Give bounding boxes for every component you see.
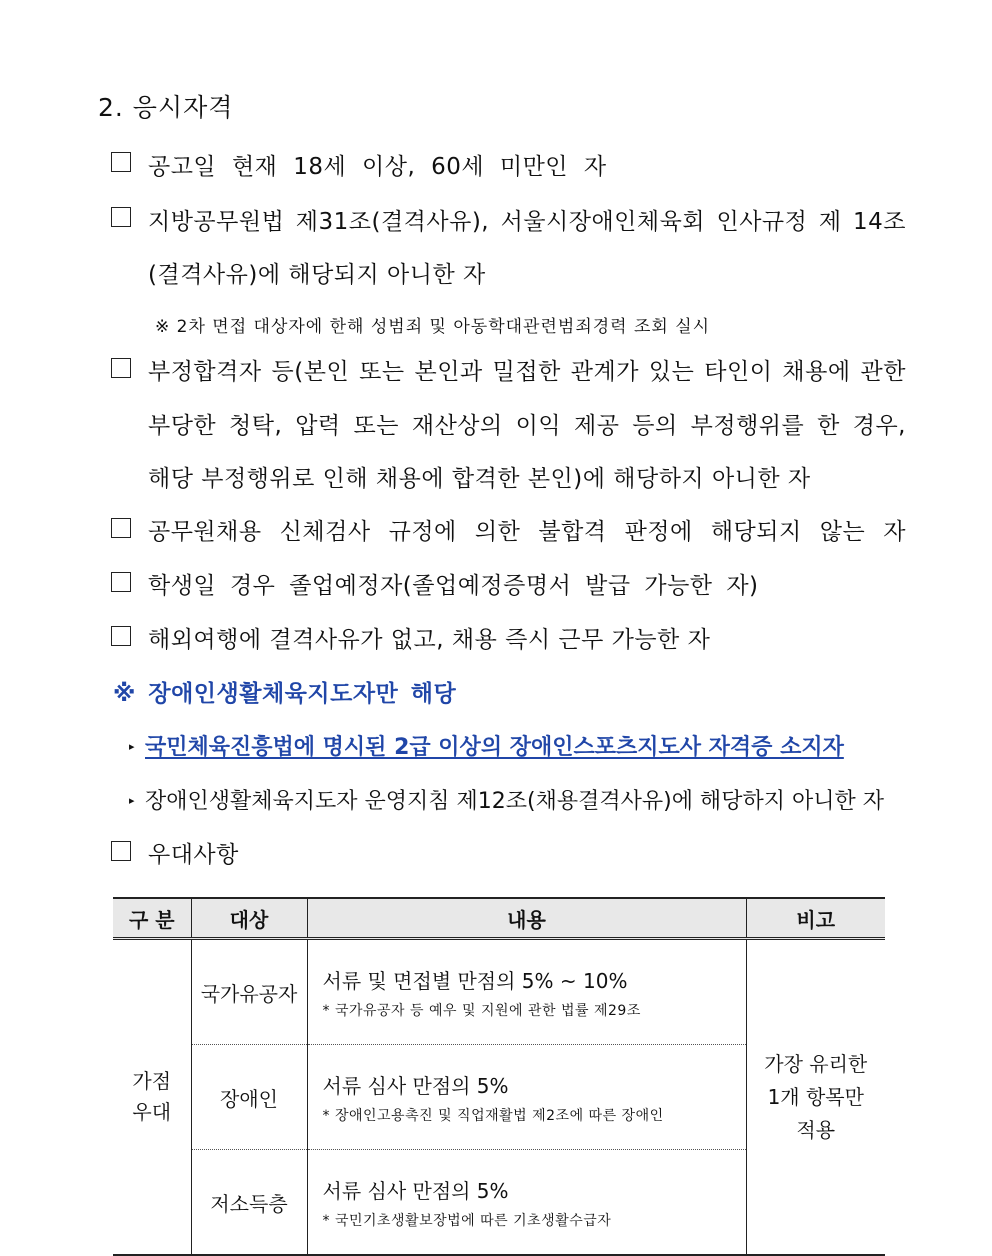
target-cell: 국가유공자 — [191, 939, 307, 1045]
qualification-item-continued: 부당한 청탁, 압력 또는 재산상의 이익 제공 등의 부정행위를 한 경우, — [148, 413, 906, 439]
special-bullet-license: 국민체육진흥법에 명시된 2급 이상의 장애인스포츠지도사 자격증 소지자 — [145, 735, 844, 760]
content-main: 서류 심사 만점의 5% — [322, 1073, 509, 1098]
target-cell: 저소득층 — [191, 1150, 307, 1256]
section-title: 2. 응시자격 — [98, 93, 234, 122]
remark-line: 적용 — [796, 1117, 836, 1142]
qualification-item: 공무원채용 신체검사 규정에 의한 불합격 판정에 해당되지 않는 자 — [148, 519, 906, 545]
qualification-item: 지방공무원법 제31조(결격사유), 서울시장애인체육회 인사규정 제 14조 — [148, 209, 906, 235]
content-cell — [307, 1150, 746, 1256]
content-cell — [307, 939, 746, 1045]
table-header-content: 내용 — [307, 898, 746, 939]
bullet-triangle-icon: ▸ — [129, 740, 135, 753]
target-cell: 장애인 — [191, 1045, 307, 1150]
content-footnote: * 장애인고용촉진 및 직업재활법 제2조에 따른 장애인 — [322, 1107, 664, 1124]
table-header-remark: 비고 — [746, 898, 885, 939]
preference-label: 우대사항 — [148, 842, 239, 868]
remark-cell — [746, 939, 885, 1256]
content-footnote: * 국민기초생활보장법에 따른 기초생활수급자 — [322, 1212, 612, 1229]
bullet-triangle-icon: ▸ — [129, 794, 135, 807]
note-text: ※ 2차 면접 대상자에 한해 성범죄 및 아동학대관련범죄경력 조회 실시 — [155, 317, 711, 337]
special-bullet-disqualification: 장애인생활체육지도자 운영지침 제12조(채용결격사유)에 해당하지 아니한 자 — [145, 789, 884, 814]
checkbox-icon — [111, 207, 131, 227]
content-main: 서류 및 면접별 만점의 5% ~ 10% — [322, 968, 628, 993]
special-heading: ※ 장애인생활체육지도자만 해당 — [113, 681, 457, 707]
category-label: 가점 — [132, 1069, 172, 1093]
checkbox-icon — [111, 358, 131, 378]
remark-line: 1개 항목만 — [767, 1084, 864, 1109]
table-row — [113, 939, 885, 1045]
checkbox-icon — [111, 626, 131, 646]
qualification-item: 공고일 현재 18세 이상, 60세 미만인 자 — [148, 154, 607, 180]
qualification-item-continued: (결격사유)에 해당되지 아니한 자 — [148, 262, 486, 288]
qualification-item-continued: 해당 부정행위로 인해 채용에 합격한 본인)에 해당하지 아니한 자 — [148, 466, 811, 492]
content-cell — [307, 1045, 746, 1150]
checkbox-icon — [111, 572, 131, 592]
table-header-category: 구 분 — [113, 898, 191, 939]
content-footnote: * 국가유공자 등 예우 및 지원에 관한 법률 제29조 — [322, 1002, 641, 1019]
checkbox-icon — [111, 518, 131, 538]
preference-table — [113, 897, 885, 1256]
qualification-item: 학생일 경우 졸업예정자(졸업예정증명서 발급 가능한 자) — [148, 573, 759, 599]
qualification-item: 해외여행에 결격사유가 없고, 채용 즉시 근무 가능한 자 — [148, 627, 711, 653]
category-cell — [113, 939, 191, 1256]
checkbox-icon — [111, 841, 131, 861]
checkbox-icon — [111, 152, 131, 172]
table-header-target: 대상 — [191, 898, 307, 939]
content-main: 서류 심사 만점의 5% — [322, 1178, 509, 1203]
remark-line: 가장 유리한 — [764, 1051, 868, 1076]
category-label: 우대 — [132, 1100, 172, 1124]
qualification-item: 부정합격자 등(본인 또는 본인과 밀접한 관계가 있는 타인이 채용에 관한 — [148, 359, 906, 385]
